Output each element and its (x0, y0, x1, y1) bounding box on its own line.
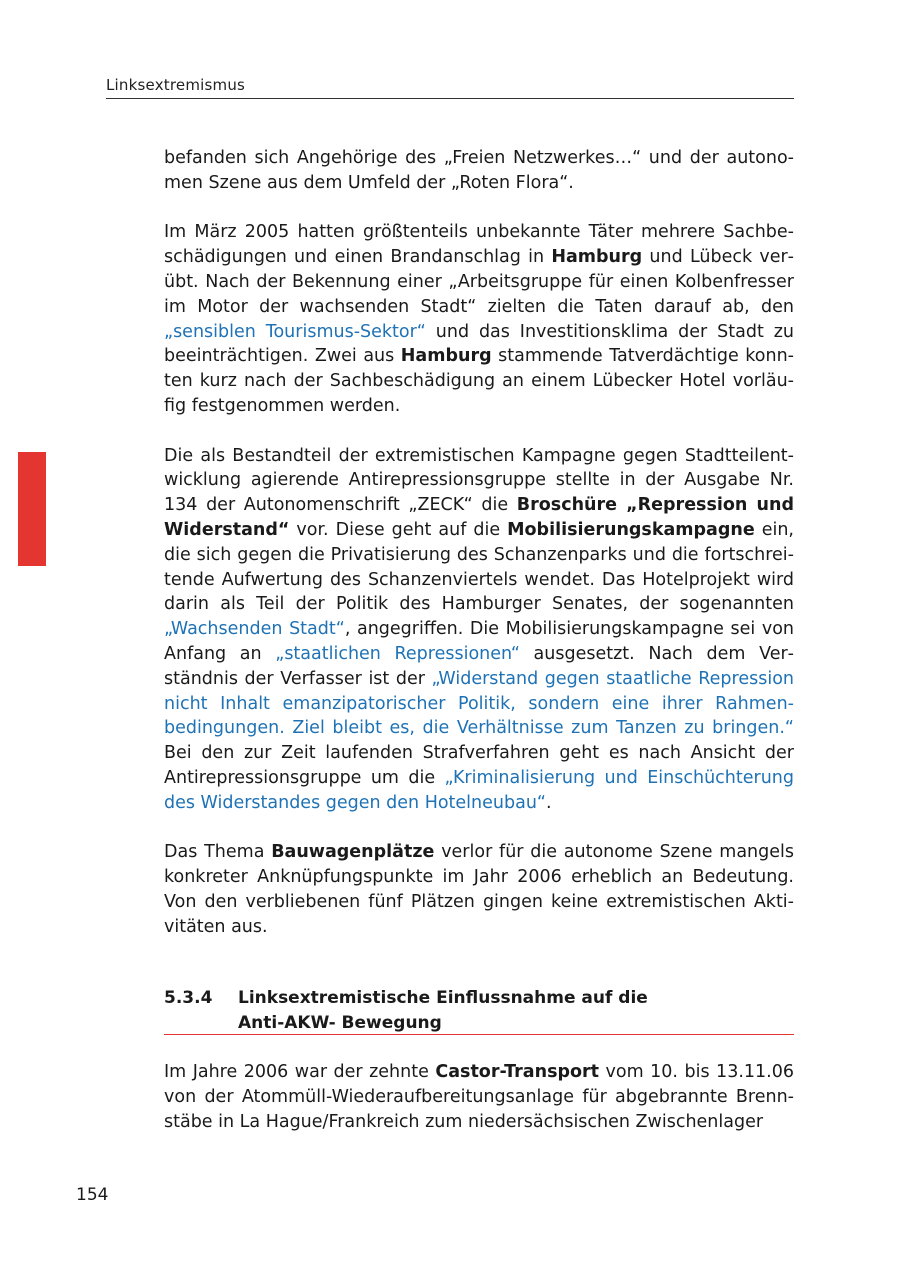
section-title-line: Anti-AKW- Bewegung (238, 1012, 442, 1033)
bold-term: Hamburg (400, 346, 492, 367)
paragraph (164, 1060, 794, 1134)
text-run: Bei den zur Zeit laufenden Strafverfahren geht es nach Ansicht der Antirepressionsgruppe um die (164, 743, 794, 788)
section-title-line: Linksextremistische Einflussnahme auf die (238, 988, 648, 1008)
text-run: befanden sich Angehörige des „Freien Netzwerkes…“ und der autonomen Szene aus dem Umfeld der „Roten Flora“. (164, 148, 794, 193)
text-run: Im März 2005 hatten größtenteils unbekannte Täter mehrere Sachbeschädigungen und einen Brandanschlag in (164, 222, 794, 268)
text-run: vor. Diese geht auf die (289, 519, 508, 540)
section-body-text (164, 1060, 794, 1134)
text-run: Die als Bestandteil der extremistischen Kampagne gegen Stadtteilentwicklung agierende Antirepressionsgruppe stellte in der Ausgabe Nr. 134 der Autonomenschrift „ZECK“ die (164, 445, 794, 516)
text-run: verlor für die autonome Szene mangels konkreter Anknüpfungspunkte im Jahr 2006 erheblich an Bedeutung. Von den verbliebenen fünf Plätzen gingen keine extremistischen Aktivitäten aus. (164, 842, 794, 937)
text-run: , angegriffen. Die Mobilisierungskampagne sei von Anfang an (164, 619, 794, 664)
quoted-citation: „Wachsenden Stadt“ (164, 619, 345, 640)
bold-term: Broschüre „Repression und Widerstand“ (164, 495, 795, 540)
text-run: ausgesetzt. Nach dem Verständnis der Verfasser ist der (164, 643, 794, 689)
text-run: . (545, 792, 552, 813)
text-run: und das Investitionsklima der Stadt zu beeinträchtigen. Zwei aus (164, 321, 794, 367)
bold-term: Mobilisierungskampagne (507, 519, 755, 540)
running-header: Linksextremismus (106, 76, 246, 94)
text-run: stammende Tatverdächtige konnten kurz nach der Sachbeschädigung an einem Lübecker Hotel vorläufig festgenommen werden. (164, 346, 794, 416)
paragraph (164, 444, 794, 816)
section-title (238, 986, 758, 1036)
quoted-citation: „Widerstand gegen staatliche Repression nicht Inhalt emanzipatorischer Politik, sondern eine ihrer Rahmenbedingungen. Ziel bleibt es, die Verhältnisse zum Tanzen zu bringen.“ (164, 668, 794, 739)
bold-term: Bauwagenplätze (271, 842, 435, 863)
paragraph (164, 840, 794, 939)
bold-term: Castor-Transport (435, 1062, 600, 1082)
text-run: vom 10. bis 13.11.06 von der Atommüll-Wiederaufbereitungsanlage für abgebrannte Brennstäbe in La Hague/Frankreich zum niedersächsischen Zwischenlager (164, 1062, 794, 1132)
header-rule (106, 98, 794, 99)
bold-term: Hamburg (551, 247, 643, 268)
section-number: 5.3.4 (164, 988, 213, 1008)
page-number: 154 (76, 1185, 109, 1205)
text-run: Im Jahre 2006 war der zehnte (164, 1062, 436, 1082)
quoted-citation: „Kriminalisierung und Einschüchterung des Widerstandes gegen den Hotelneubau“ (164, 767, 794, 813)
text-run: und Lübeck verübt. Nach der Bekennung einer „Arbeitsgruppe für einen Kolbenfresser im Motor der wachsenden Stadt“ zielten die Taten darauf ab, den (164, 247, 794, 317)
paragraph (164, 220, 794, 418)
chapter-margin-marker (18, 452, 46, 566)
section-rule (164, 1034, 794, 1035)
body-text (164, 146, 794, 964)
paragraph (164, 146, 794, 196)
quoted-citation: „staatlichen Repressionen“ (275, 643, 520, 664)
text-run: Das Thema (164, 842, 272, 863)
quoted-citation: „sensiblen Tourismus-Sektor“ (164, 321, 426, 342)
text-run: ein, die sich gegen die Privatisierung des Schanzenparks und die fortschreitende Aufwertung des Schanzenviertels wendet. Das Hotelprojekt wird darin als Teil der Politik des Hamburger Senates, der sogenannten (164, 519, 794, 615)
